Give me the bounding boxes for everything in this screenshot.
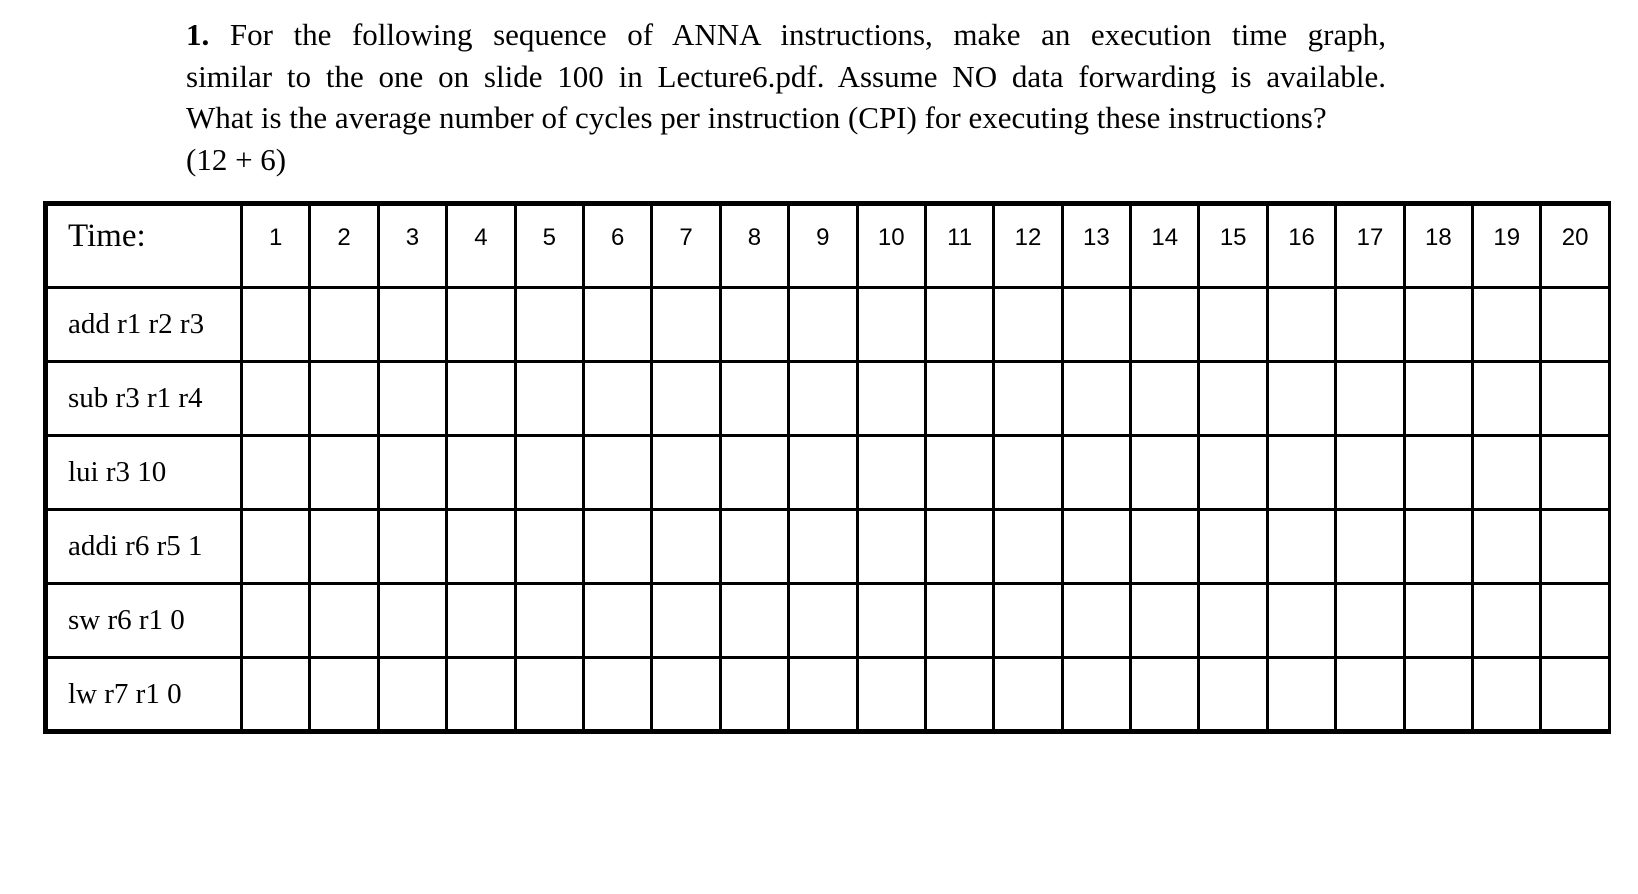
- pipeline-stage-cell: [857, 436, 925, 510]
- instruction-row: [46, 510, 1610, 584]
- time-column-header: 20: [1541, 204, 1609, 288]
- question-text: [186, 14, 1386, 180]
- pipeline-stage-cell: [1473, 362, 1541, 436]
- pipeline-stage-cell: [1199, 362, 1267, 436]
- pipeline-stage-cell: [857, 584, 925, 658]
- pipeline-stage-cell: [1267, 288, 1335, 362]
- pipeline-stage-cell: [583, 288, 651, 362]
- pipeline-stage-cell: [583, 510, 651, 584]
- pipeline-stage-cell: [1336, 288, 1404, 362]
- pipeline-stage-cell: [1062, 288, 1130, 362]
- pipeline-stage-cell: [1336, 584, 1404, 658]
- question-number: 1.: [186, 17, 210, 52]
- pipeline-stage-cell: [378, 362, 446, 436]
- time-column-header: 11: [925, 204, 993, 288]
- time-header-label: Time:: [46, 204, 242, 288]
- pipeline-stage-cell: [1199, 510, 1267, 584]
- time-column-header: 4: [447, 204, 515, 288]
- pipeline-stage-cell: [1473, 436, 1541, 510]
- execution-time-table: [43, 201, 1611, 734]
- pipeline-stage-cell: [1267, 584, 1335, 658]
- pipeline-stage-cell: [1267, 362, 1335, 436]
- pipeline-stage-cell: [1336, 362, 1404, 436]
- pipeline-stage-cell: [1473, 288, 1541, 362]
- time-column-header: 18: [1404, 204, 1472, 288]
- time-column-header: 17: [1336, 204, 1404, 288]
- pipeline-stage-cell: [994, 288, 1062, 362]
- instruction-label: sw r6 r1 0: [46, 584, 242, 658]
- pipeline-stage-cell: [652, 288, 720, 362]
- pipeline-stage-cell: [378, 584, 446, 658]
- pipeline-stage-cell: [310, 288, 378, 362]
- pipeline-stage-cell: [242, 658, 310, 732]
- pipeline-stage-cell: [378, 510, 446, 584]
- time-column-header: 16: [1267, 204, 1335, 288]
- pipeline-stage-cell: [1267, 436, 1335, 510]
- time-header-row: [46, 204, 1610, 288]
- time-column-header: 1: [242, 204, 310, 288]
- pipeline-stage-cell: [378, 288, 446, 362]
- time-column-header: 15: [1199, 204, 1267, 288]
- pipeline-stage-cell: [789, 510, 857, 584]
- pipeline-stage-cell: [720, 584, 788, 658]
- pipeline-stage-cell: [583, 658, 651, 732]
- pipeline-stage-cell: [378, 436, 446, 510]
- pipeline-stage-cell: [1062, 510, 1130, 584]
- pipeline-stage-cell: [1404, 362, 1472, 436]
- time-column-header: 13: [1062, 204, 1130, 288]
- pipeline-stage-cell: [994, 510, 1062, 584]
- pipeline-stage-cell: [1131, 362, 1199, 436]
- pipeline-stage-cell: [789, 288, 857, 362]
- pipeline-stage-cell: [310, 658, 378, 732]
- pipeline-stage-cell: [1541, 436, 1609, 510]
- pipeline-stage-cell: [1267, 510, 1335, 584]
- pipeline-stage-cell: [789, 584, 857, 658]
- pipeline-stage-cell: [515, 362, 583, 436]
- pipeline-stage-cell: [1199, 658, 1267, 732]
- pipeline-stage-cell: [994, 436, 1062, 510]
- pipeline-stage-cell: [583, 584, 651, 658]
- time-column-header: 2: [310, 204, 378, 288]
- pipeline-stage-cell: [1541, 658, 1609, 732]
- pipeline-stage-cell: [447, 510, 515, 584]
- pipeline-stage-cell: [447, 436, 515, 510]
- pipeline-stage-cell: [720, 288, 788, 362]
- time-column-header: 9: [789, 204, 857, 288]
- time-column-header: 14: [1131, 204, 1199, 288]
- pipeline-stage-cell: [1062, 436, 1130, 510]
- pipeline-stage-cell: [1062, 658, 1130, 732]
- pipeline-stage-cell: [1404, 584, 1472, 658]
- pipeline-stage-cell: [925, 362, 993, 436]
- pipeline-stage-cell: [447, 362, 515, 436]
- pipeline-stage-cell: [515, 510, 583, 584]
- pipeline-stage-cell: [720, 362, 788, 436]
- pipeline-stage-cell: [994, 658, 1062, 732]
- instruction-label: add r1 r2 r3: [46, 288, 242, 362]
- instruction-label: sub r3 r1 r4: [46, 362, 242, 436]
- question-line-2: similar to the one on slide 100 in Lecture6.pdf. Assume NO data forwarding is available.: [186, 58, 1386, 94]
- pipeline-stage-cell: [1199, 288, 1267, 362]
- instruction-label: lui r3 10: [46, 436, 242, 510]
- instruction-row: [46, 436, 1610, 510]
- pipeline-stage-cell: [583, 362, 651, 436]
- pipeline-stage-cell: [447, 288, 515, 362]
- pipeline-stage-cell: [652, 584, 720, 658]
- pipeline-stage-cell: [789, 362, 857, 436]
- pipeline-stage-cell: [310, 362, 378, 436]
- pipeline-stage-cell: [242, 288, 310, 362]
- pipeline-stage-cell: [515, 436, 583, 510]
- pipeline-stage-cell: [720, 510, 788, 584]
- pipeline-stage-cell: [857, 362, 925, 436]
- pipeline-stage-cell: [857, 510, 925, 584]
- pipeline-stage-cell: [310, 436, 378, 510]
- instruction-row: [46, 658, 1610, 732]
- pipeline-stage-cell: [1199, 436, 1267, 510]
- pipeline-stage-cell: [1199, 584, 1267, 658]
- time-column-header: 7: [652, 204, 720, 288]
- pipeline-stage-cell: [720, 436, 788, 510]
- pipeline-stage-cell: [925, 436, 993, 510]
- pipeline-stage-cell: [1404, 288, 1472, 362]
- pipeline-stage-cell: [447, 584, 515, 658]
- pipeline-stage-cell: [994, 362, 1062, 436]
- instruction-row: [46, 584, 1610, 658]
- pipeline-stage-cell: [1062, 362, 1130, 436]
- pipeline-stage-cell: [1131, 436, 1199, 510]
- pipeline-stage-cell: [1336, 658, 1404, 732]
- pipeline-stage-cell: [1404, 658, 1472, 732]
- pipeline-stage-cell: [1336, 510, 1404, 584]
- pipeline-stage-cell: [1336, 436, 1404, 510]
- pipeline-stage-cell: [447, 658, 515, 732]
- execution-time-graph: [43, 201, 1638, 734]
- time-column-header: 8: [720, 204, 788, 288]
- question-points: (12 + 6): [186, 141, 287, 177]
- pipeline-stage-cell: [515, 658, 583, 732]
- pipeline-stage-cell: [1541, 584, 1609, 658]
- pipeline-stage-cell: [925, 658, 993, 732]
- pipeline-stage-cell: [789, 436, 857, 510]
- pipeline-stage-cell: [1267, 658, 1335, 732]
- pipeline-stage-cell: [720, 658, 788, 732]
- instruction-row: [46, 288, 1610, 362]
- pipeline-stage-cell: [583, 436, 651, 510]
- time-column-header: 10: [857, 204, 925, 288]
- pipeline-stage-cell: [652, 658, 720, 732]
- pipeline-stage-cell: [789, 658, 857, 732]
- question-line-3: What is the average number of cycles per instruction (CPI) for executing these instructions?: [186, 100, 1327, 135]
- time-column-header: 19: [1473, 204, 1541, 288]
- pipeline-stage-cell: [1473, 658, 1541, 732]
- pipeline-stage-cell: [1541, 362, 1609, 436]
- time-column-header: 3: [378, 204, 446, 288]
- pipeline-stage-cell: [652, 510, 720, 584]
- pipeline-stage-cell: [652, 436, 720, 510]
- pipeline-stage-cell: [310, 510, 378, 584]
- pipeline-stage-cell: [242, 510, 310, 584]
- time-column-header: 5: [515, 204, 583, 288]
- pipeline-stage-cell: [1062, 584, 1130, 658]
- pipeline-stage-cell: [1131, 658, 1199, 732]
- pipeline-stage-cell: [242, 436, 310, 510]
- pipeline-stage-cell: [242, 584, 310, 658]
- pipeline-stage-cell: [1131, 288, 1199, 362]
- pipeline-stage-cell: [1404, 510, 1472, 584]
- pipeline-stage-cell: [857, 658, 925, 732]
- time-column-header: 6: [583, 204, 651, 288]
- pipeline-stage-cell: [857, 288, 925, 362]
- instruction-label: lw r7 r1 0: [46, 658, 242, 732]
- instruction-row: [46, 362, 1610, 436]
- pipeline-stage-cell: [1541, 510, 1609, 584]
- pipeline-stage-cell: [515, 584, 583, 658]
- pipeline-stage-cell: [1541, 288, 1609, 362]
- pipeline-stage-cell: [925, 510, 993, 584]
- pipeline-stage-cell: [310, 584, 378, 658]
- question-line-1: [186, 14, 1386, 56]
- pipeline-stage-cell: [1473, 584, 1541, 658]
- pipeline-stage-cell: [242, 362, 310, 436]
- pipeline-stage-cell: [925, 584, 993, 658]
- pipeline-stage-cell: [515, 288, 583, 362]
- pipeline-stage-cell: [994, 584, 1062, 658]
- pipeline-stage-cell: [1473, 510, 1541, 584]
- pipeline-stage-cell: [1404, 436, 1472, 510]
- time-column-header: 12: [994, 204, 1062, 288]
- pipeline-stage-cell: [1131, 584, 1199, 658]
- instruction-label: addi r6 r5 1: [46, 510, 242, 584]
- pipeline-stage-cell: [652, 362, 720, 436]
- pipeline-stage-cell: [1131, 510, 1199, 584]
- pipeline-stage-cell: [378, 658, 446, 732]
- pipeline-stage-cell: [925, 288, 993, 362]
- question-line-1-text: For the following sequence of ANNA instructions, make an execution time graph,: [229, 17, 1387, 52]
